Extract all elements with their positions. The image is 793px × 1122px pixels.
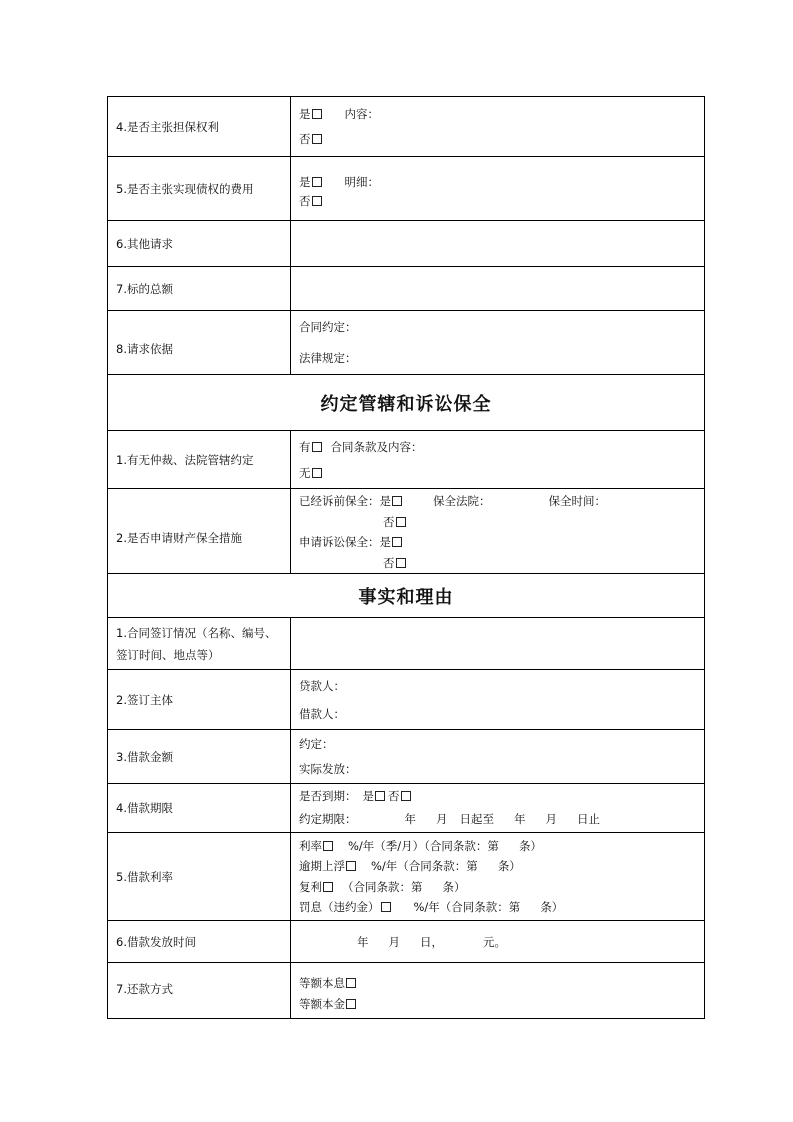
none-checkbox[interactable] (312, 468, 322, 478)
row-label: 2.是否申请财产保全措施 (108, 489, 291, 574)
row-value (291, 489, 705, 574)
content-label: 内容： (344, 106, 379, 121)
section-header-jurisdiction (108, 375, 705, 431)
month-label: 月 (388, 934, 400, 949)
yes-option-label: 是 (362, 789, 374, 803)
penalty-label: 罚息（违约金） (299, 900, 380, 914)
row-other-claims (108, 221, 705, 267)
year-label: 年 (357, 934, 369, 949)
pre-suit-label: 已经诉前保全： (299, 494, 380, 508)
overdue-checkbox[interactable] (346, 861, 356, 871)
row-property-preservation (108, 489, 705, 574)
no-option-label: 否 (388, 789, 400, 803)
row-loan-amount (108, 730, 705, 784)
yuan-label: 元。 (483, 934, 506, 949)
row-label: 7.标的总额 (108, 267, 291, 311)
yes-option-label: 是 (299, 174, 311, 189)
no-checkbox[interactable] (401, 791, 411, 801)
until-label: 日止 (577, 812, 600, 826)
row-total-amount (108, 267, 705, 311)
period-label: 约定期限： (299, 812, 357, 826)
row-label: 5.是否主张实现债权的费用 (108, 157, 291, 221)
penalty-unit-label: %/年（合同条款：第 (413, 900, 521, 914)
row-value (291, 921, 705, 963)
row-claim-basis (108, 311, 705, 375)
row-loan-term (108, 784, 705, 833)
detail-label: 明细： (344, 174, 379, 189)
row-value-empty[interactable] (291, 267, 705, 311)
yes-checkbox[interactable] (375, 791, 385, 801)
day-label: 日， (420, 934, 443, 949)
equal-principal-checkbox[interactable] (346, 999, 356, 1009)
row-value (291, 431, 705, 489)
rate-label: 利率 (299, 838, 322, 853)
row-jurisdiction-agreement (108, 431, 705, 489)
month-label: 月 (436, 812, 448, 826)
actual-label: 实际发放： (299, 761, 357, 776)
row-value-empty[interactable] (291, 618, 705, 670)
equal-installment-label: 等额本息 (299, 975, 345, 990)
penalty-checkbox[interactable] (381, 902, 391, 912)
clause-end-label: 条） (540, 900, 564, 914)
compound-unit-label: （合同条款：第 (342, 879, 423, 894)
no-option-label: 否 (383, 514, 395, 529)
compound-label: 复利 (299, 879, 322, 894)
row-value (291, 670, 705, 730)
row-label: 4.是否主张担保权利 (108, 97, 291, 157)
section-title: 约定管辖和诉讼保全 (108, 375, 705, 431)
row-value (291, 784, 705, 833)
row-label: 7.还款方式 (108, 963, 291, 1019)
have-checkbox[interactable] (312, 442, 322, 452)
row-label: 6.借款发放时间 (108, 921, 291, 963)
contract-label: 合同约定： (299, 319, 357, 334)
row-repayment-method (108, 963, 705, 1019)
section-header-facts (108, 574, 705, 618)
have-option-label: 有 (299, 439, 311, 454)
overdue-unit-label: %/年（合同条款：第 (371, 859, 478, 873)
overdue-label: 逾期上浮 (299, 859, 345, 873)
row-contract-signing (108, 618, 705, 670)
row-value (291, 730, 705, 784)
yes-checkbox[interactable] (392, 496, 402, 506)
borrower-label: 借款人： (299, 706, 345, 721)
clause-end-label: 条） (497, 859, 521, 873)
row-label: 1.有无仲裁、法院管辖约定 (108, 431, 291, 489)
year-label: 年 (514, 812, 526, 826)
clause-end-label: 条） (442, 879, 466, 894)
yes-checkbox[interactable] (312, 109, 322, 119)
row-parties (108, 670, 705, 730)
row-value (291, 311, 705, 375)
no-option-label: 否 (299, 131, 311, 146)
row-label: 1.合同签订情况（名称、编号、签订时间、地点等） (108, 618, 291, 670)
row-disbursement-time (108, 921, 705, 963)
no-checkbox[interactable] (396, 558, 406, 568)
row-guarantee (108, 97, 705, 157)
section-title: 事实和理由 (108, 574, 705, 618)
no-checkbox[interactable] (312, 196, 322, 206)
clause-label: 合同条款及内容： (330, 439, 423, 454)
year-label: 年 (404, 812, 416, 826)
agreed-label: 约定： (299, 736, 334, 751)
yes-checkbox[interactable] (392, 537, 402, 547)
law-label: 法律规定： (299, 350, 357, 365)
due-label: 是否到期： (299, 789, 357, 803)
equal-installment-checkbox[interactable] (346, 978, 356, 988)
compound-checkbox[interactable] (323, 882, 333, 892)
clause-end-label: 条） (518, 838, 542, 853)
row-value (291, 97, 705, 157)
row-label: 3.借款金额 (108, 730, 291, 784)
no-option-label: 否 (299, 193, 311, 208)
row-label: 5.借款利率 (108, 833, 291, 921)
litigation-label: 申请诉讼保全： (299, 535, 380, 549)
no-checkbox[interactable] (396, 517, 406, 527)
row-label: 4.借款期限 (108, 784, 291, 833)
row-value (291, 963, 705, 1019)
row-label: 6.其他请求 (108, 221, 291, 267)
row-label: 8.请求依据 (108, 311, 291, 375)
none-option-label: 无 (299, 465, 311, 480)
from-label: 日起至 (459, 812, 494, 826)
yes-option-label: 是 (379, 494, 391, 508)
yes-checkbox[interactable] (312, 177, 322, 187)
yes-option-label: 是 (299, 106, 311, 121)
time-label: 保全时间： (548, 494, 606, 508)
month-label: 月 (545, 812, 557, 826)
row-interest-rate (108, 833, 705, 921)
row-label: 2.签订主体 (108, 670, 291, 730)
no-option-label: 否 (383, 555, 395, 570)
row-value (291, 833, 705, 921)
lender-label: 贷款人： (299, 678, 345, 693)
row-value-empty[interactable] (291, 221, 705, 267)
row-value (291, 157, 705, 221)
rate-unit-label: %/年（季/月）（合同条款：第 (348, 838, 499, 853)
court-label: 保全法院： (433, 494, 491, 508)
complaint-form-table (107, 96, 705, 1019)
no-checkbox[interactable] (312, 134, 322, 144)
yes-option-label: 是 (379, 535, 391, 549)
row-costs (108, 157, 705, 221)
rate-checkbox[interactable] (323, 841, 333, 851)
equal-principal-label: 等额本金 (299, 996, 345, 1011)
